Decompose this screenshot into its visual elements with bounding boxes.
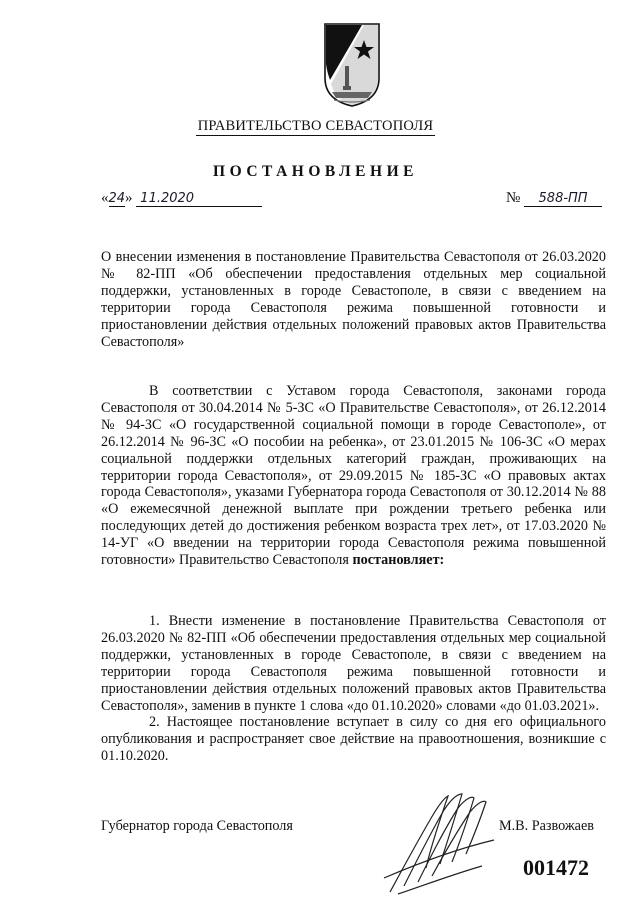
number-prefix: № [506, 190, 521, 206]
legal-basis [101, 383, 606, 569]
document-type-title: ПОСТАНОВЛЕНИЕ [213, 163, 418, 180]
sevastopol-coat-of-arms [322, 20, 382, 108]
resolves-word: постановляет: [352, 552, 445, 569]
resolution-item: 1. Внести изменение в постановление Правительства Севастополя от 26.03.2020 № 82-ПП «Об обеспечении предоставления отдельных мер социальной поддержки, установленных в городе Севастополе, в связи с введением на территории города Севастополя режима повышенной готовности и приостановлении действия отдельных положений правовых актов Правительства Севастополя», заменив в пункте 1 слова «до 01.10.2020» словами «до 01.03.2021». [101, 613, 606, 714]
resolution-item: 2. Настоящее постановление вступает в силу со дня его официального опубликования и распространяет свое действие на правоотношения, возникшие с 01.10.2020. [101, 714, 606, 765]
basis-text: В соответствии с Уставом города Севастополя, законами города Севастополя от 30.04.2014 № 5-ЗС «О Правительстве Севастополя», от 26.12.2014 № 94-ЗС «О государственной социальной помощи в городе Севастополе», от 26.12.2014 № 96-ЗС «О пособии на ребенка», от 23.01.2015 № 106-ЗС «О мерах социальной поддержки отдельных категорий граждан, проживающих на территории города Севастополя», от 29.09.2015 № 185-ЗС «О правовых актах города Севастополя», указами Губернатора города Севастополя от 30.12.2014 № 88 «О ежемесячной денежной выплате при рождении третьего ребенка или последующих детей до достижения ребенком возраста трех лет», от 17.03.2020 № 14-УГ «О введении на территории города Севастополя режима повышенной готовности» Правительство Севастополя [101, 383, 606, 569]
signatory-position: Губернатор города Севастополя [101, 818, 293, 834]
date-month-year: 11.2020 [136, 191, 262, 207]
signatory-name: М.В. Развожаев [499, 818, 594, 834]
date-day: 24 [108, 191, 126, 206]
document-subject: О внесении изменения в постановление Правительства Севастополя от 26.03.2020 № 82-ПП «Об обеспечении предоставления отдельных мер социальной поддержки, установленных в городе Севастополе, в связи с введением на территории города Севастополя режима повышенной готовности и приостановлении действия отдельных положений правовых актов Правительства Севастополя» [101, 249, 606, 350]
document-number [506, 190, 602, 207]
handwritten-signature [382, 790, 500, 900]
date-close-quote: » [125, 190, 133, 206]
date-open-quote: « [101, 190, 109, 206]
document-date [101, 190, 262, 207]
resolution-items [101, 613, 606, 765]
organization-header: ПРАВИТЕЛЬСТВО СЕВАСТОПОЛЯ [197, 118, 434, 134]
serial-number: 001472 [523, 855, 589, 880]
number-value: 588-ПП [524, 191, 602, 207]
